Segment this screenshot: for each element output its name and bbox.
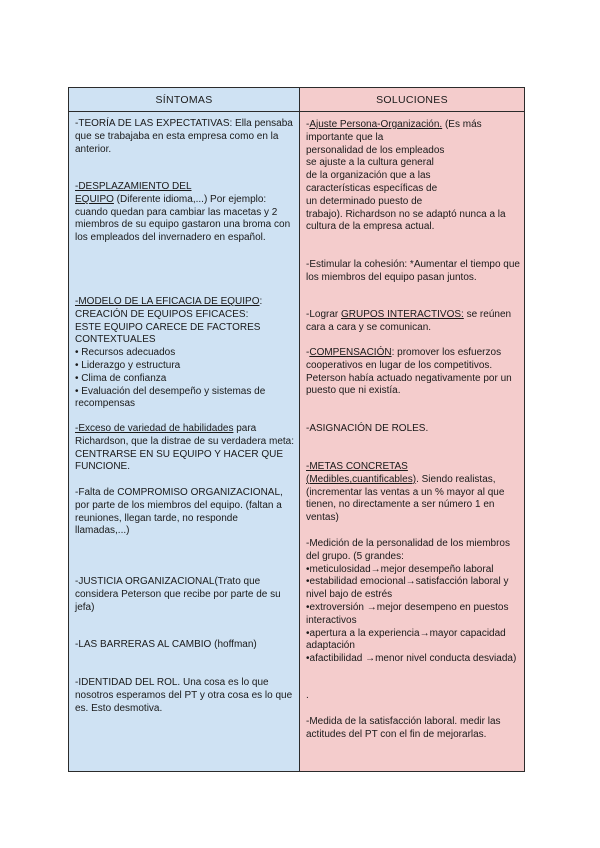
solucion-medicion-personalidad: -Medición de la personalidad de los miembros del grupo. (5 grandes: •meticulosidad→mejor desempeño laboral •estabilidad emocional→satisfacción laboral y nivel bajo de estrés •extroversión →mejor desempeno en puestos interactivos •apertura a la experiencia→mayor capacidad adaptación •afactibilidad →menor nivel conducta desviada) [306,538,517,665]
sintoma-falta-compromiso: -Falta de COMPROMISO ORGANIZACIONAL, por parte de los miembros del equipo. (faltan a reuniones, llegan tarde, no responde llamadas,...) [75,487,283,537]
solucion-compensacion [306,347,524,398]
sintoma-justicia: -JUSTICIA ORGANIZACIONAL(Trato que considera Peterson que recibe por parte de su jefa) [75,576,281,613]
solucion-compensacion-text: : promover los esfuerzos cooperativos en lugar de los competitivos. Peterson había actuado negativamente por un puesto que ni existía. [306,347,512,397]
sintoma-desplazamiento-title: -DESPLAZAMIENTO DEL [75,181,192,192]
soluciones-column [300,112,524,771]
solucion-grupos-title: GRUPOS INTERACTIVOS: [341,309,464,320]
solucion-asignacion-roles: -ASIGNACIÓN DE ROLES. [306,423,429,434]
sintoma-exceso-habilidades [75,423,294,474]
sintoma-modelo-colon: : [259,296,263,307]
sintoma-modelo-title: -MODELO DE LA EFICACIA DE EQUIPO [75,296,260,307]
sintoma-barreras: -LAS BARRERAS AL CAMBIO (hoffman) [75,639,257,650]
sintoma-desplazamiento-text: (Diferente idioma,...) Por ejemplo: cuando quedan para cambiar las macetas y 2 miembros de su equipo gastaron una broma con los empleados del invernadero en español. [75,193,291,244]
sintomas-column [69,112,300,771]
header-soluciones: SOLUCIONES [300,88,524,112]
solucion-metas-title-2: (Medibles,cuantificables) [306,473,417,485]
solucion-compensacion-title: COMPENSACIÓN [309,347,392,358]
sintoma-exceso-title: -Exceso de variedad de habilidades [75,423,234,434]
sintoma-desplazamiento [75,181,294,245]
header-sintomas: SÍNTOMAS [69,88,300,112]
solucion-metas-text: . Siendo realistas, (incrementar las ventas a un % mayor al que tienen, no directamente a ser número 1 en ventas) [306,473,505,524]
sintoma-modelo-eficacia [75,296,294,411]
sintoma-desplazamiento-title-2: EQUIPO [75,193,114,205]
sintoma-teoria-expectativas: -TEORÍA DE LAS EXPECTATIVAS: Ella pensaba que se trabajaba en esta empresa como en la anterior. [75,118,293,155]
sintoma-exceso-text: para Richardson, que la distrae de su verdadera meta: CENTRARSE EN SU EQUIPO Y HACER QUE FUNCIONE. [75,423,295,473]
solucion-ajuste [306,119,524,234]
sintoma-identidad-rol: -IDENTIDAD DEL ROL. Una cosa es lo que nosotros esperamos del PT y otra cosa es lo que es. Esto desmotiva. [75,677,293,714]
comparison-table [68,87,525,772]
solucion-ajuste-title: Ajuste Persona-Organización. [309,119,443,130]
solucion-grupos-pre: -Lograr [306,309,342,320]
solucion-punto: . [306,690,309,701]
solucion-cohesion: -Estimular la cohesión: *Aumentar el tiempo que los miembros del equipo pasan juntos. [306,259,520,283]
solucion-metas-title: -METAS CONCRETAS [306,461,408,472]
solucion-grupos-text: se reúnen cara a cara y se comunican. [306,309,512,333]
solucion-ajuste-text: (Es más importante que la personalidad de los empleados se ajuste a la cultura general de la organización que a las características específicas de un determinado puesto de trabajo). Richardson no se adaptó nunca a la cultura de la empresa actual. [306,119,506,233]
sintoma-modelo-text: CREACIÓN DE EQUIPOS EFICACES: ESTE EQUIPO CARECE DE FACTORES CONTEXTUALES • Recursos adecuados • Liderazgo y estructura • Clima de confianza • Evaluación del desempeño y sistemas de recompensas [75,308,266,410]
solucion-grupos-interactivos [306,309,524,335]
solucion-metas-concretas [306,461,524,525]
solucion-compensacion-dash: - [306,347,310,358]
solucion-satisfaccion-laboral: -Medida de la satisfacción laboral. medir las actitudes del PT con el fin de mejorarlas. [306,716,501,740]
solucion-ajuste-dash: - [306,119,310,130]
